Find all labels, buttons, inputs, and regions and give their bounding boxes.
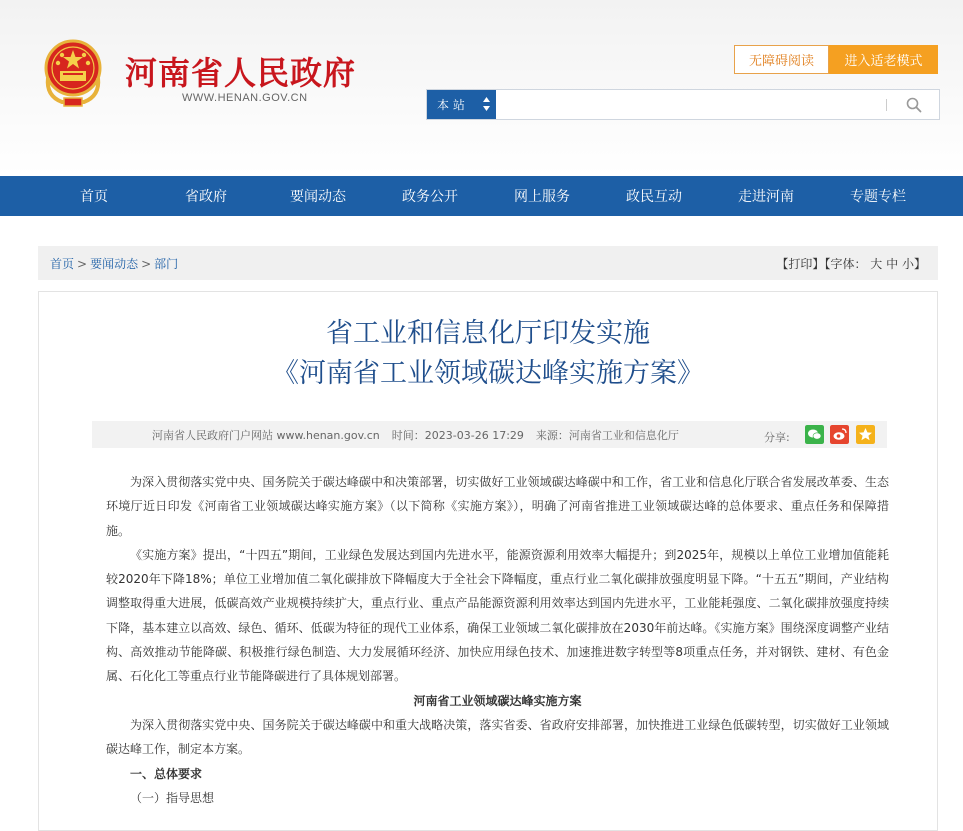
meta-source: 来源：河南省工业和信息化厅: [535, 428, 679, 442]
font-small-button[interactable]: 小: [901, 256, 914, 271]
body-paragraph: 《实施方案》提出，“十四五”期间，工业绿色发展达到国内先进水平，能源资源利用效率大幅提升；到2025年，规模以上单位工业增加值能耗较2020年下降18%；单位工业增加值二氧化碳排放下降幅度大于全社会下降幅度，重点行业二氧化碳排放强度明显下降。“十五五”期间，产业结构调整取得重大进展，低碳高效产业规模持续扩大，重点行业、重点产品能源资源利用效率达到国内先进水平，工业能耗强度、二氧化碳排放强度持续下降，基本建立以高效、绿色、循环、低碳为特征的现代工业体系，确保工业领域二氧化碳排放在2030年前达峰。《实施方案》围绕深度调整产业结构、高效推动节能降碳、积极推行绿色制造、大力发展循环经济、加快应用绿色技术、加速推进数字转型等8项重点任务，并对钢铁、建材、有色金属、石化化工等重点行业节能降碳进行了具体规划部署。: [106, 547, 889, 684]
search-scope-select[interactable]: [427, 90, 496, 119]
nav-item-about-henan[interactable]: 走进河南: [738, 189, 794, 205]
nav-item-special-topics[interactable]: 专题专栏: [850, 189, 906, 205]
search-icon[interactable]: [905, 96, 923, 114]
article-tools: [776, 255, 926, 272]
nav-item-online-services[interactable]: 网上服务: [514, 189, 570, 205]
font-large-button[interactable]: 大: [870, 256, 883, 271]
breadcrumb-home-link[interactable]: 首页: [50, 256, 75, 271]
favorite-share-icon[interactable]: [856, 425, 875, 444]
body-paragraph: 为深入贯彻落实党中央、国务院关于碳达峰碳中和决策部署，切实做好工业领域碳达峰碳中和工作，省工业和信息化厅联合省发展改革委、生态环境厅近日印发《河南省工业领域碳达峰实施方案》（以下简称《实施方案》），明确了河南省推进工业领域碳达峰的总体要求、重点任务和保障措施。: [106, 475, 889, 538]
section-heading: 一、总体要求: [130, 766, 203, 781]
article-meta: [92, 421, 887, 448]
site-header: [0, 0, 963, 176]
body-subtitle: 河南省工业领域碳达峰实施方案: [413, 693, 582, 708]
main-nav: [0, 176, 963, 216]
article-title: [39, 314, 937, 394]
site-domain: WWW.HENAN.GOV.CN: [182, 92, 308, 104]
meta-time: 时间：2023-03-26 17:29: [391, 428, 524, 442]
breadcrumb-separator: >: [77, 256, 88, 271]
font-size-label: 【字体：: [824, 256, 867, 271]
nav-item-news[interactable]: 要闻动态: [290, 189, 346, 205]
meta-site: 河南省人民政府门户网站 www.henan.gov.cn: [152, 428, 380, 442]
share-label: 分享:: [764, 431, 790, 444]
breadcrumb-separator: >: [141, 256, 152, 271]
breadcrumb-department-link[interactable]: 部门: [154, 256, 179, 271]
wechat-share-icon[interactable]: [805, 425, 824, 444]
article-body: [106, 470, 889, 810]
article-container: [38, 291, 938, 831]
body-paragraph: 为深入贯彻落实党中央、国务院关于碳达峰碳中和重大战略决策，落实省委、省政府安排部署，加快推进工业绿色低碳转型，切实做好工业领域碳达峰工作，制定本方案。: [106, 717, 889, 757]
nav-item-government-affairs[interactable]: 政务公开: [402, 189, 458, 205]
article-title-line1: 省工业和信息化厅印发实施: [326, 318, 650, 349]
sort-arrows-icon: [483, 97, 490, 111]
site-title: 河南省人民政府: [125, 54, 357, 92]
search-bar: [426, 89, 940, 120]
section-subheading: （一）指导思想: [130, 790, 215, 805]
breadcrumb-bar: [38, 246, 938, 280]
breadcrumb-news-link[interactable]: 要闻动态: [90, 256, 139, 271]
nav-item-home[interactable]: 首页: [80, 189, 108, 205]
article-title-line2: 《河南省工业领域碳达峰实施方案》: [272, 358, 704, 389]
weibo-share-icon[interactable]: [830, 425, 849, 444]
breadcrumb: [50, 255, 178, 272]
print-button[interactable]: 【打印】: [776, 256, 825, 271]
search-scope-label: 本 站: [437, 98, 465, 112]
nav-item-interaction[interactable]: 政民互动: [626, 189, 682, 205]
nav-item-provincial-government[interactable]: 省政府: [185, 189, 227, 205]
search-input[interactable]: [499, 93, 879, 116]
font-size-close: 】: [913, 256, 926, 271]
elder-mode-button[interactable]: 进入适老模式: [829, 45, 938, 74]
search-divider: [886, 99, 887, 111]
national-emblem-icon: [38, 38, 108, 110]
font-medium-button[interactable]: 中: [886, 256, 899, 271]
accessibility-button[interactable]: 无障碍阅读: [734, 45, 829, 74]
